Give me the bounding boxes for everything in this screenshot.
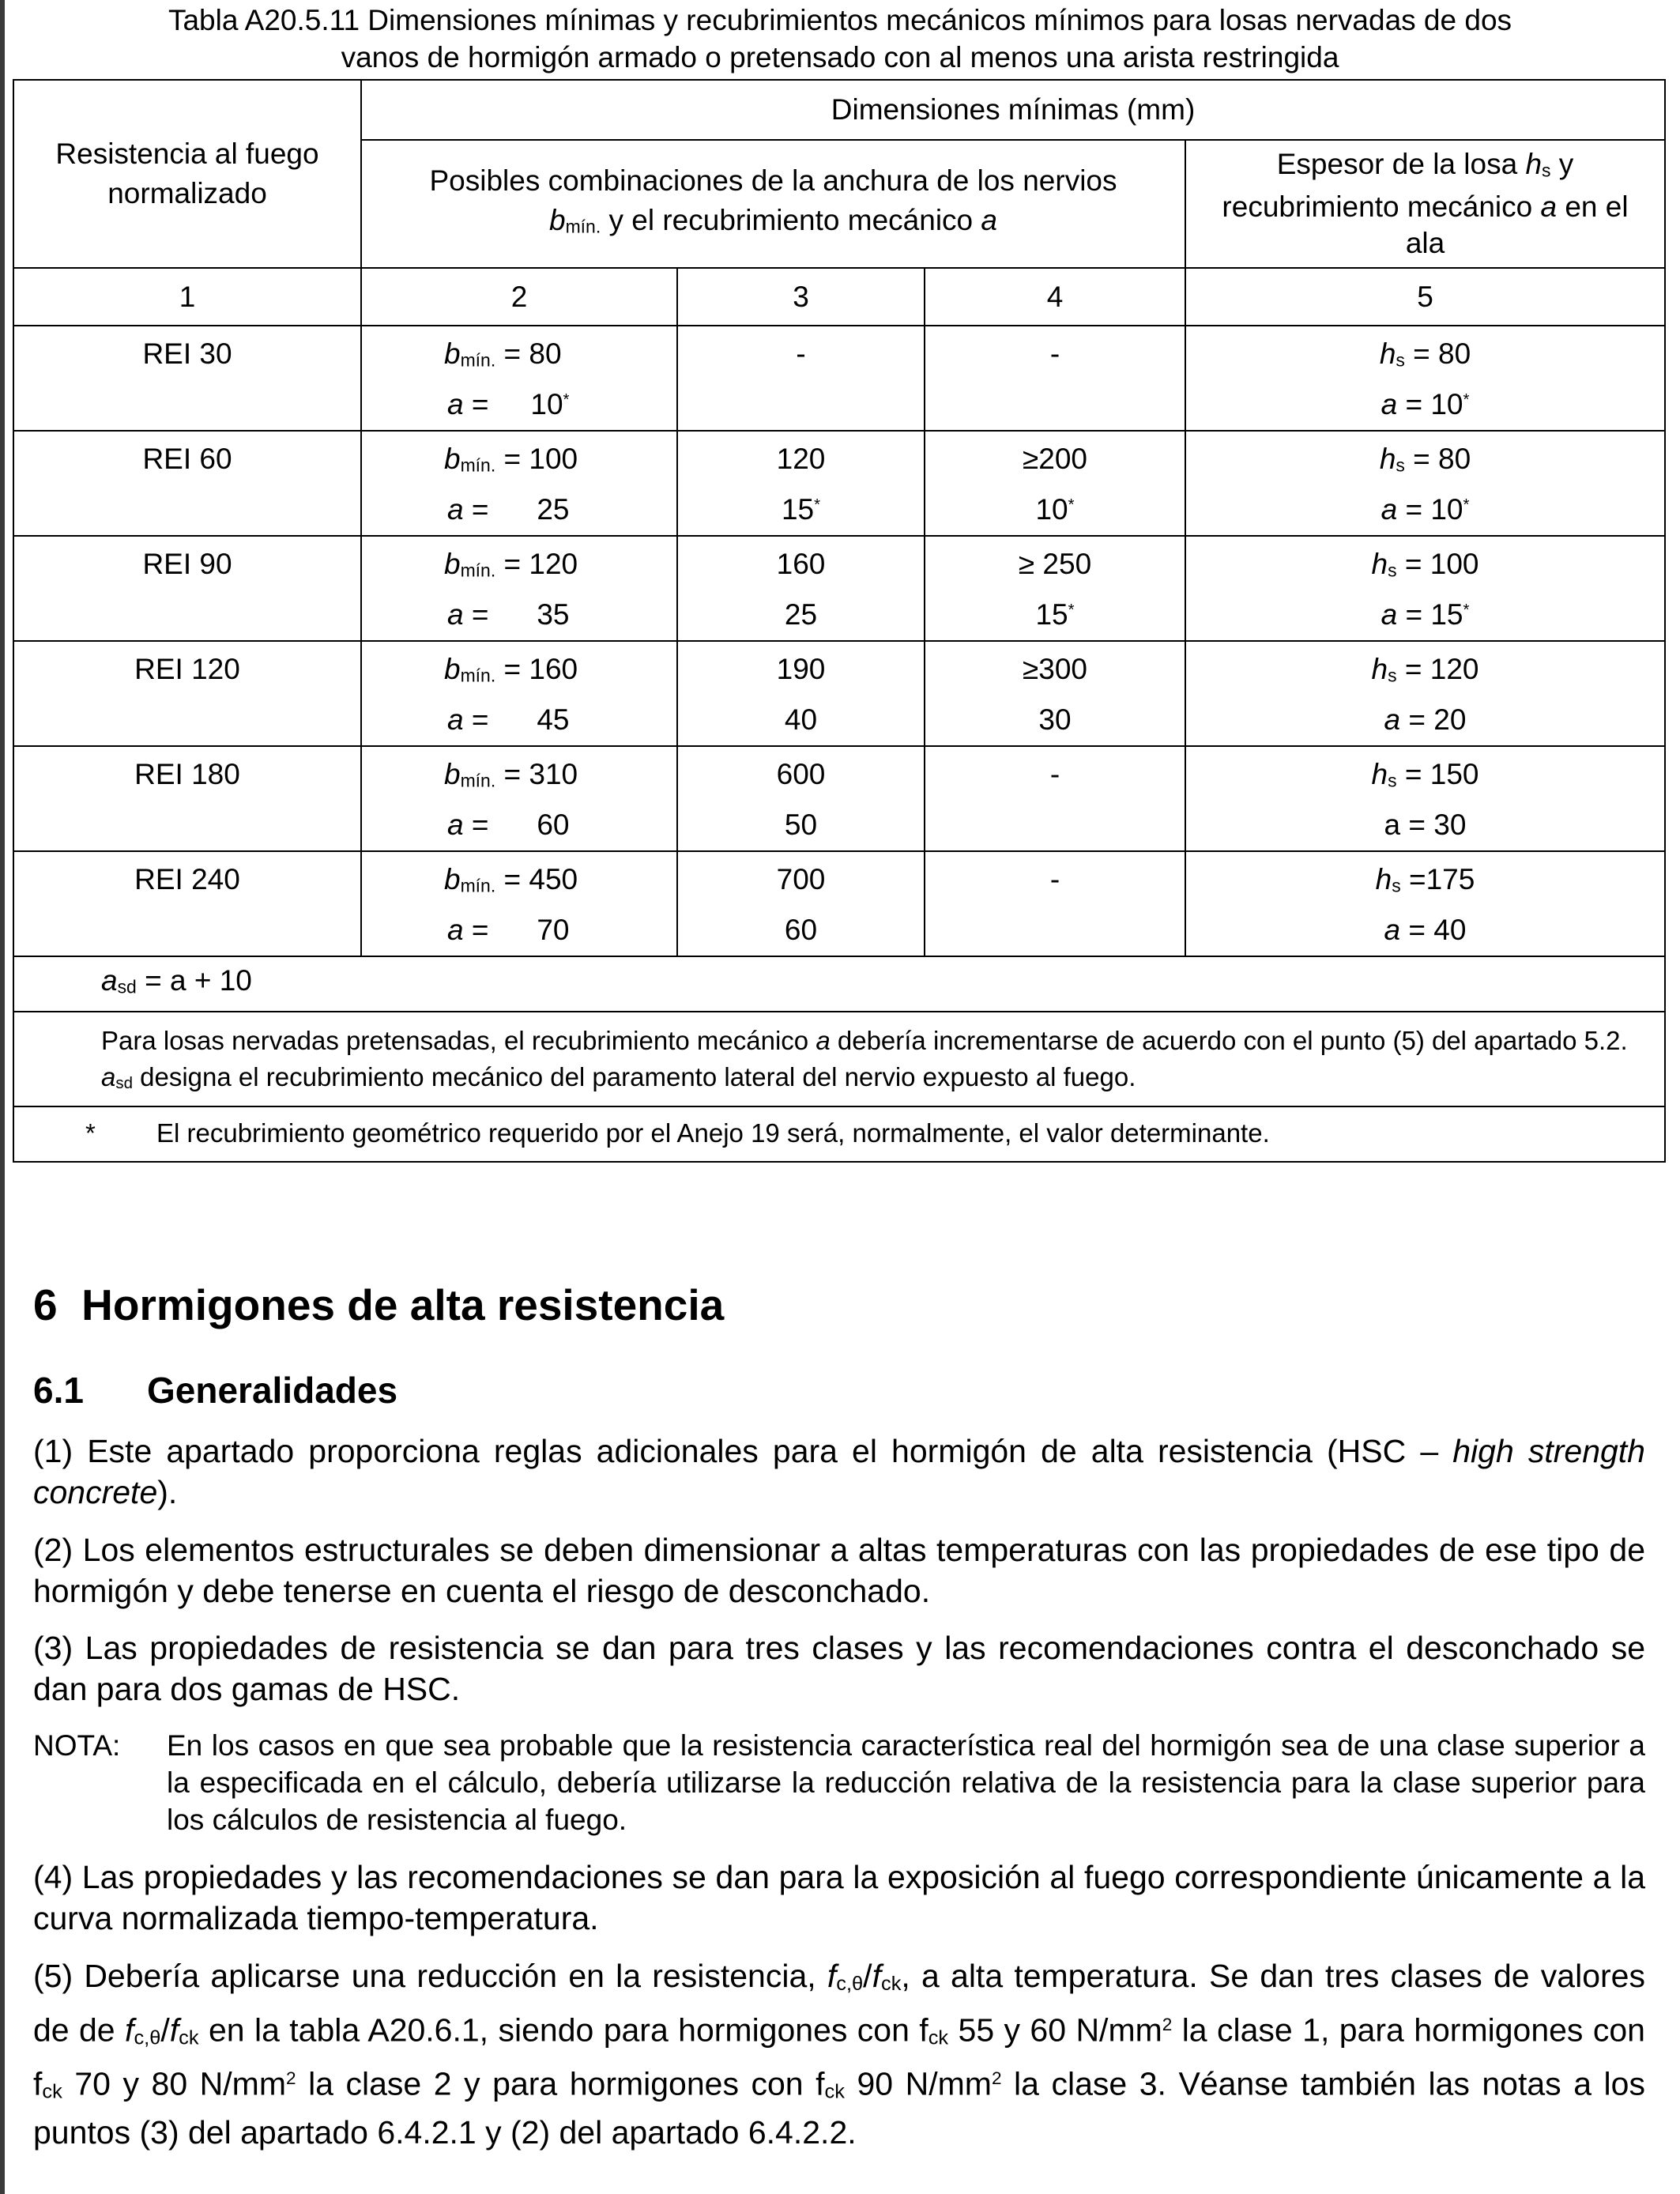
column-number: 3 bbox=[677, 268, 925, 326]
combination-4-cell: - bbox=[925, 746, 1185, 851]
fire-class-cell: REI 180 bbox=[13, 746, 361, 851]
fire-class-cell: REI 240 bbox=[13, 851, 361, 956]
notes-cell bbox=[13, 1012, 1665, 1106]
column-number: 1 bbox=[13, 268, 361, 326]
paragraph-3: (3) Las propiedades de resistencia se dan para tres clases y las recomendaciones contra el desconchado se dan para dos gamas de HSC. bbox=[33, 1630, 1645, 1707]
slab-cell: $h_s = 120$ a = 20 bbox=[1185, 641, 1665, 746]
table-row bbox=[13, 536, 1665, 641]
table-caption bbox=[16, 2, 1664, 76]
column-number: 2 bbox=[361, 268, 677, 326]
paragraph-4: (4) Las propiedades y las recomendaciones se dan para la exposición al fuego correspondiente únicamente a la curva normalizada tiempo-temperatura. bbox=[33, 1859, 1645, 1936]
combination-3-cell: 600 50 bbox=[677, 746, 925, 851]
note-text: En los casos en que sea probable que la resistencia característica real del hormigón sea de una clase superior a la especificada en el cálculo, debería utilizarse la reducción relativa de la resistencia para la clase superior para los cálculos de resistencia al fuego. bbox=[167, 1729, 1645, 1836]
column-number: 4 bbox=[925, 268, 1185, 326]
subsection-heading: 6.1 Generalidades bbox=[33, 1370, 398, 1411]
combination-3-cell: 700 60 bbox=[677, 851, 925, 956]
rib-width-cell: $b_{mín.} = 80$ a = 10* bbox=[361, 326, 677, 431]
header-fire-resistance: Resistencia al fuego normalizado bbox=[13, 80, 361, 268]
slab-cell: $h_s = 80$ a = 10* bbox=[1185, 326, 1665, 431]
column-number-row bbox=[13, 268, 1665, 326]
slab-cell: $h_s = 80$ a = 10* bbox=[1185, 431, 1665, 536]
combination-3-cell: 120 15* bbox=[677, 431, 925, 536]
header-min-dimensions: Dimensiones mínimas (mm) bbox=[361, 80, 1665, 140]
table-row bbox=[13, 851, 1665, 956]
paragraph-2: (2) Los elementos estructurales se deben dimensionar a altas temperaturas con las propiedades de ese tipo de hormigón y debe tenerse en cuenta el riesgo de desconchado. bbox=[33, 1532, 1645, 1609]
footnote-row bbox=[13, 1106, 1665, 1162]
rib-width-cell: $b_{mín.} = 450$ a = 70 bbox=[361, 851, 677, 956]
note-label: NOTA: bbox=[33, 1729, 121, 1762]
column-number: 5 bbox=[1185, 268, 1665, 326]
header-combinations: Posibles combinaciones de la anchura de los nervios $b_{mín.}$ y el recubrimiento mecánico a bbox=[361, 140, 1185, 268]
rib-width-cell: $b_{mín.} = 160$ a = 45 bbox=[361, 641, 677, 746]
combination-4-cell: - bbox=[925, 326, 1185, 431]
caption-line-2: vanos de hormigón armado o pretensado con al menos una arista restringida bbox=[341, 41, 1339, 74]
asd-formula: $a_{sd} = a + 10$ bbox=[13, 956, 1665, 1012]
note-asd: $a_{sd}$ designa el recubrimiento mecánico del paramento lateral del nervio expuesto al fuego. bbox=[101, 1062, 1136, 1093]
combination-4-cell: - bbox=[925, 851, 1185, 956]
caption-line-1: Tabla A20.5.11 Dimensiones mínimas y recubrimientos mecánicos mínimos para losas nervadas de dos bbox=[168, 4, 1512, 36]
section-heading: 6 Hormigones de alta resistencia bbox=[33, 1280, 725, 1329]
slab-cell: $h_s =175$ a = 40 bbox=[1185, 851, 1665, 956]
combination-4-cell: ≥200 10* bbox=[925, 431, 1185, 536]
combination-3-cell: 160 25 bbox=[677, 536, 925, 641]
fire-class-cell: REI 60 bbox=[13, 431, 361, 536]
asd-formula-row bbox=[13, 956, 1665, 1012]
page-edge bbox=[0, 0, 5, 2194]
fire-class-cell: REI 90 bbox=[13, 536, 361, 641]
fire-resistance-table bbox=[13, 79, 1666, 1163]
rib-width-cell: $b_{mín.} = 120$ a = 35 bbox=[361, 536, 677, 641]
fire-class-cell: REI 120 bbox=[13, 641, 361, 746]
combination-4-cell: ≥300 30 bbox=[925, 641, 1185, 746]
combination-3-cell: 190 40 bbox=[677, 641, 925, 746]
combination-4-cell: ≥ 250 15* bbox=[925, 536, 1185, 641]
rib-width-cell: $b_{mín.} = 310$ a = 60 bbox=[361, 746, 677, 851]
paragraph-1: (1) Este apartado proporciona reglas adicionales para el hormigón de alta resistencia (HSC – high strength concrete). bbox=[33, 1433, 1645, 1510]
slab-cell: $h_s = 150$ a = 30 bbox=[1185, 746, 1665, 851]
table-row bbox=[13, 641, 1665, 746]
table-row bbox=[13, 746, 1665, 851]
fire-class-cell: REI 30 bbox=[13, 326, 361, 431]
table-row bbox=[13, 431, 1665, 536]
table-row bbox=[13, 326, 1665, 431]
footnote: * El recubrimiento geométrico requerido por el Anejo 19 será, normalmente, el valor determinante. bbox=[13, 1106, 1665, 1162]
combination-3-cell: - bbox=[677, 326, 925, 431]
rib-width-cell: $b_{mín.} = 100$ a = 25 bbox=[361, 431, 677, 536]
note-prestressed: Para losas nervadas pretensadas, el recubrimiento mecánico a debería incrementarse de acuerdo con el punto (5) del apartado 5.2. bbox=[101, 1026, 1628, 1055]
note-block bbox=[33, 1727, 1645, 1838]
notes-row bbox=[13, 1012, 1665, 1106]
paragraph-5: (5) Debería aplicarse una reducción en la resistencia, $f_{c,\theta}/f_{ck}$, a alta temperatura. Se dan tres clases de valores de de $f_{c,\theta}/f_{ck}$ en la tabla A20.6.1, siendo para hormigones con $f_{ck}$ 55 y 60 $N/mm^2$ la clase 1, para hormigones con $f_{ck}$ 70 y 80 $N/mm^2$ la clase 2 y para hormigones con $f_{ck}$ 90 $N/mm^2$ la clase 3. Véanse también las notas a los puntos (3) del apartado 6.4.2.1 y (2) del apartado 6.4.2.2. bbox=[33, 1958, 1645, 2151]
slab-cell: $h_s = 100$ a = 15* bbox=[1185, 536, 1665, 641]
header-slab-thickness: Espesor de la losa $h_s$ y recubrimiento mecánico a en el ala bbox=[1185, 140, 1665, 268]
